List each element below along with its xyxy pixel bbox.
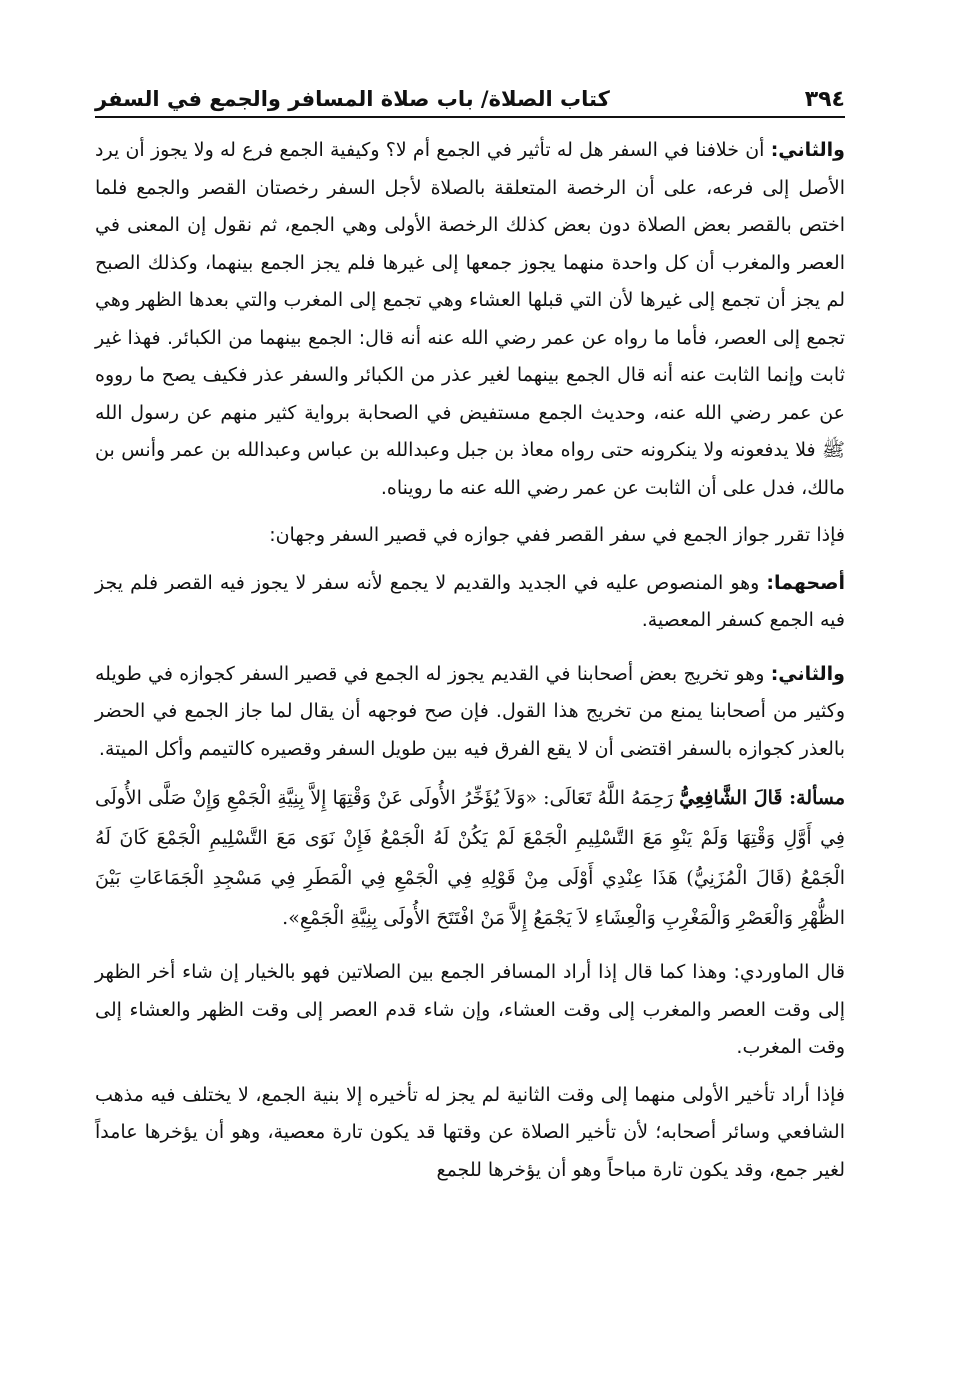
chapter-title: كتاب الصلاة/ باب صلاة المسافر والجمع في السفر (95, 87, 610, 111)
paragraph-text: فإذا أراد تأخير الأولى منهما إلى وقت الثانية لم يجز له تأخيره إلا بنية الجمع، لا يختلف فيه مذهب الشافعي وسائر أصحابه؛ لأن تأخير الصلاة عن وقتها قد يكون تارة معصية، وهو أن يؤخرها عامداً لغير جمع، وقد يكون تارة مباحاً وهو أن يؤخرها للجمع (95, 1083, 845, 1181)
paragraph-short-travel-intro (95, 517, 845, 555)
paragraph-lead: والثاني: (770, 662, 845, 685)
paragraph-text: أن خلافنا في السفر هل له تأثير في الجمع أم لا؟ وكيفية الجمع فرع له ولا يجوز أن يرد الأصل إلى فرعه، على أن الرخصة المتعلقة بالصلاة لأجل السفر رخصتان القصر والجمع فلما اختص بالقصر بعض الصلاة دون بعض كذلك الرخصة الأولى وهي الجمع، ثم نقول إن المعنى في العصر والمغرب أن كل واحدة منهما يجوز جمعها إلى غيرها فلم يجز الجمع بينهما، وكذلك الصبح لم يجز أن تجمع إلى غيرها لأن التي قبلها العشاء وهي تجمع إلى المغرب والتي بعدها الظهر وهي تجمع إلى العصر، فأما ما رواه عن عمر رضي الله عنه أنه قال: الجمع بينهما من الكبائر. فهذا غير ثابت وإنما الثابت عنه أنه قال الجمع بينهما لغير عذر من الكبائر والسفر عذر فكيف يصح ما رووه عن عمر رضي الله عنه، وحديث الجمع مستفيض في الصحابة برواية كثير منهم عن رسول الله ﷺ فلا يدفعونه ولا ينكرونه حتى رواه معاذ بن جبل وعبدالله بن عباس وعبدالله بن عمر وأنس بن مالك، فدل على أن الثابت عن عمر رضي الله عنه ما رويناه. (95, 139, 845, 499)
paragraph-lead: مسألة: قَالَ الشَّافِعِيُّ (679, 787, 846, 809)
paragraph-mawardi (95, 954, 845, 1067)
paragraph-delay-first (95, 1077, 845, 1190)
paragraph-text: قال الماوردي: وهذا كما قال إذا أراد المسافر الجمع بين الصلاتين فهو بالخيار إن شاء أخر الظهر إلى وقت العصر والمغرب إلى وقت العشاء، وإن شاء قدم العصر إلى وقت الظهر والعشاء إلى وقت المغرب. (95, 961, 845, 1058)
paragraph-masala-quote (95, 778, 845, 938)
paragraph-lead: والثاني: (770, 139, 845, 161)
paragraph-text: وهو تخريج بعض أصحابنا في القديم يجوز له الجمع في قصير السفر كجوازه في طويله وكثير من أصحابنا يمنع من تخريج هذا القول. فإن صح فوجهه أن يقال لما جاز الجمع في الحضر بالعذر كجوازه بالسفر اقتضى أن لا يقع الفرق فيه بين طويل السفر وقصيره كالتيمم وأكل الميتة. (95, 662, 845, 760)
paragraph-soundest-view (95, 565, 845, 640)
paragraph-second-opinion (95, 656, 845, 769)
page-number: ٣٩٤ (804, 86, 845, 112)
document-page (95, 82, 845, 1189)
paragraph-text: رَحِمَهُ اللَّهُ تَعَالَى: «وَلاَ يُؤَخِّرُ الأُولَى عَنْ وَقْتِهَا إِلاَّ بِنِيَّةِ الْجَمْعِ وَإِنْ صَلَّى الأُولَى فِي أَوَّلِ وَقْتِهَا وَلَمْ يَنْوِ مَعَ التَّسْلِيمِ الْجَمْعَ لَمْ يَكُنْ لَهُ الْجَمْعُ فَإِنْ نَوَى مَعَ التَّسْلِيمِ الْجَمْعَ كَانَ لَهُ الْجَمْعُ (قَالَ الْمُزَنِيُّ) هَذَا عِنْدِي أَوْلَى مِنْ قَوْلِهِ فِي الْجَمْعِ فِي الْمَطَرِ فِي مَسْجِدِ الْجَمَاعَاتِ بَيْنَ الظُّهْرِ وَالْعَصْرِ وَالْمَغْرِبِ وَالْعِشَاءِ لاَ يَجْمَعُ إِلاَّ مَنْ افْتَتَحَ الأُولَى بِنِيَّةِ الْجَمْعِ». (95, 787, 845, 929)
paragraph-text: فإذا تقرر جواز الجمع في سفر القصر ففي جوازه في قصير السفر وجهان: (269, 524, 845, 546)
paragraph-lead: أصحهما: (766, 571, 845, 594)
page-header (95, 82, 845, 118)
paragraph-text: وهو المنصوص عليه في الجديد والقديم لا يجمع لأنه سفر لا يجوز فيه القصر فلم يجز فيه الجمع كسفر المعصية. (95, 571, 845, 631)
paragraph-second-view (95, 132, 845, 507)
